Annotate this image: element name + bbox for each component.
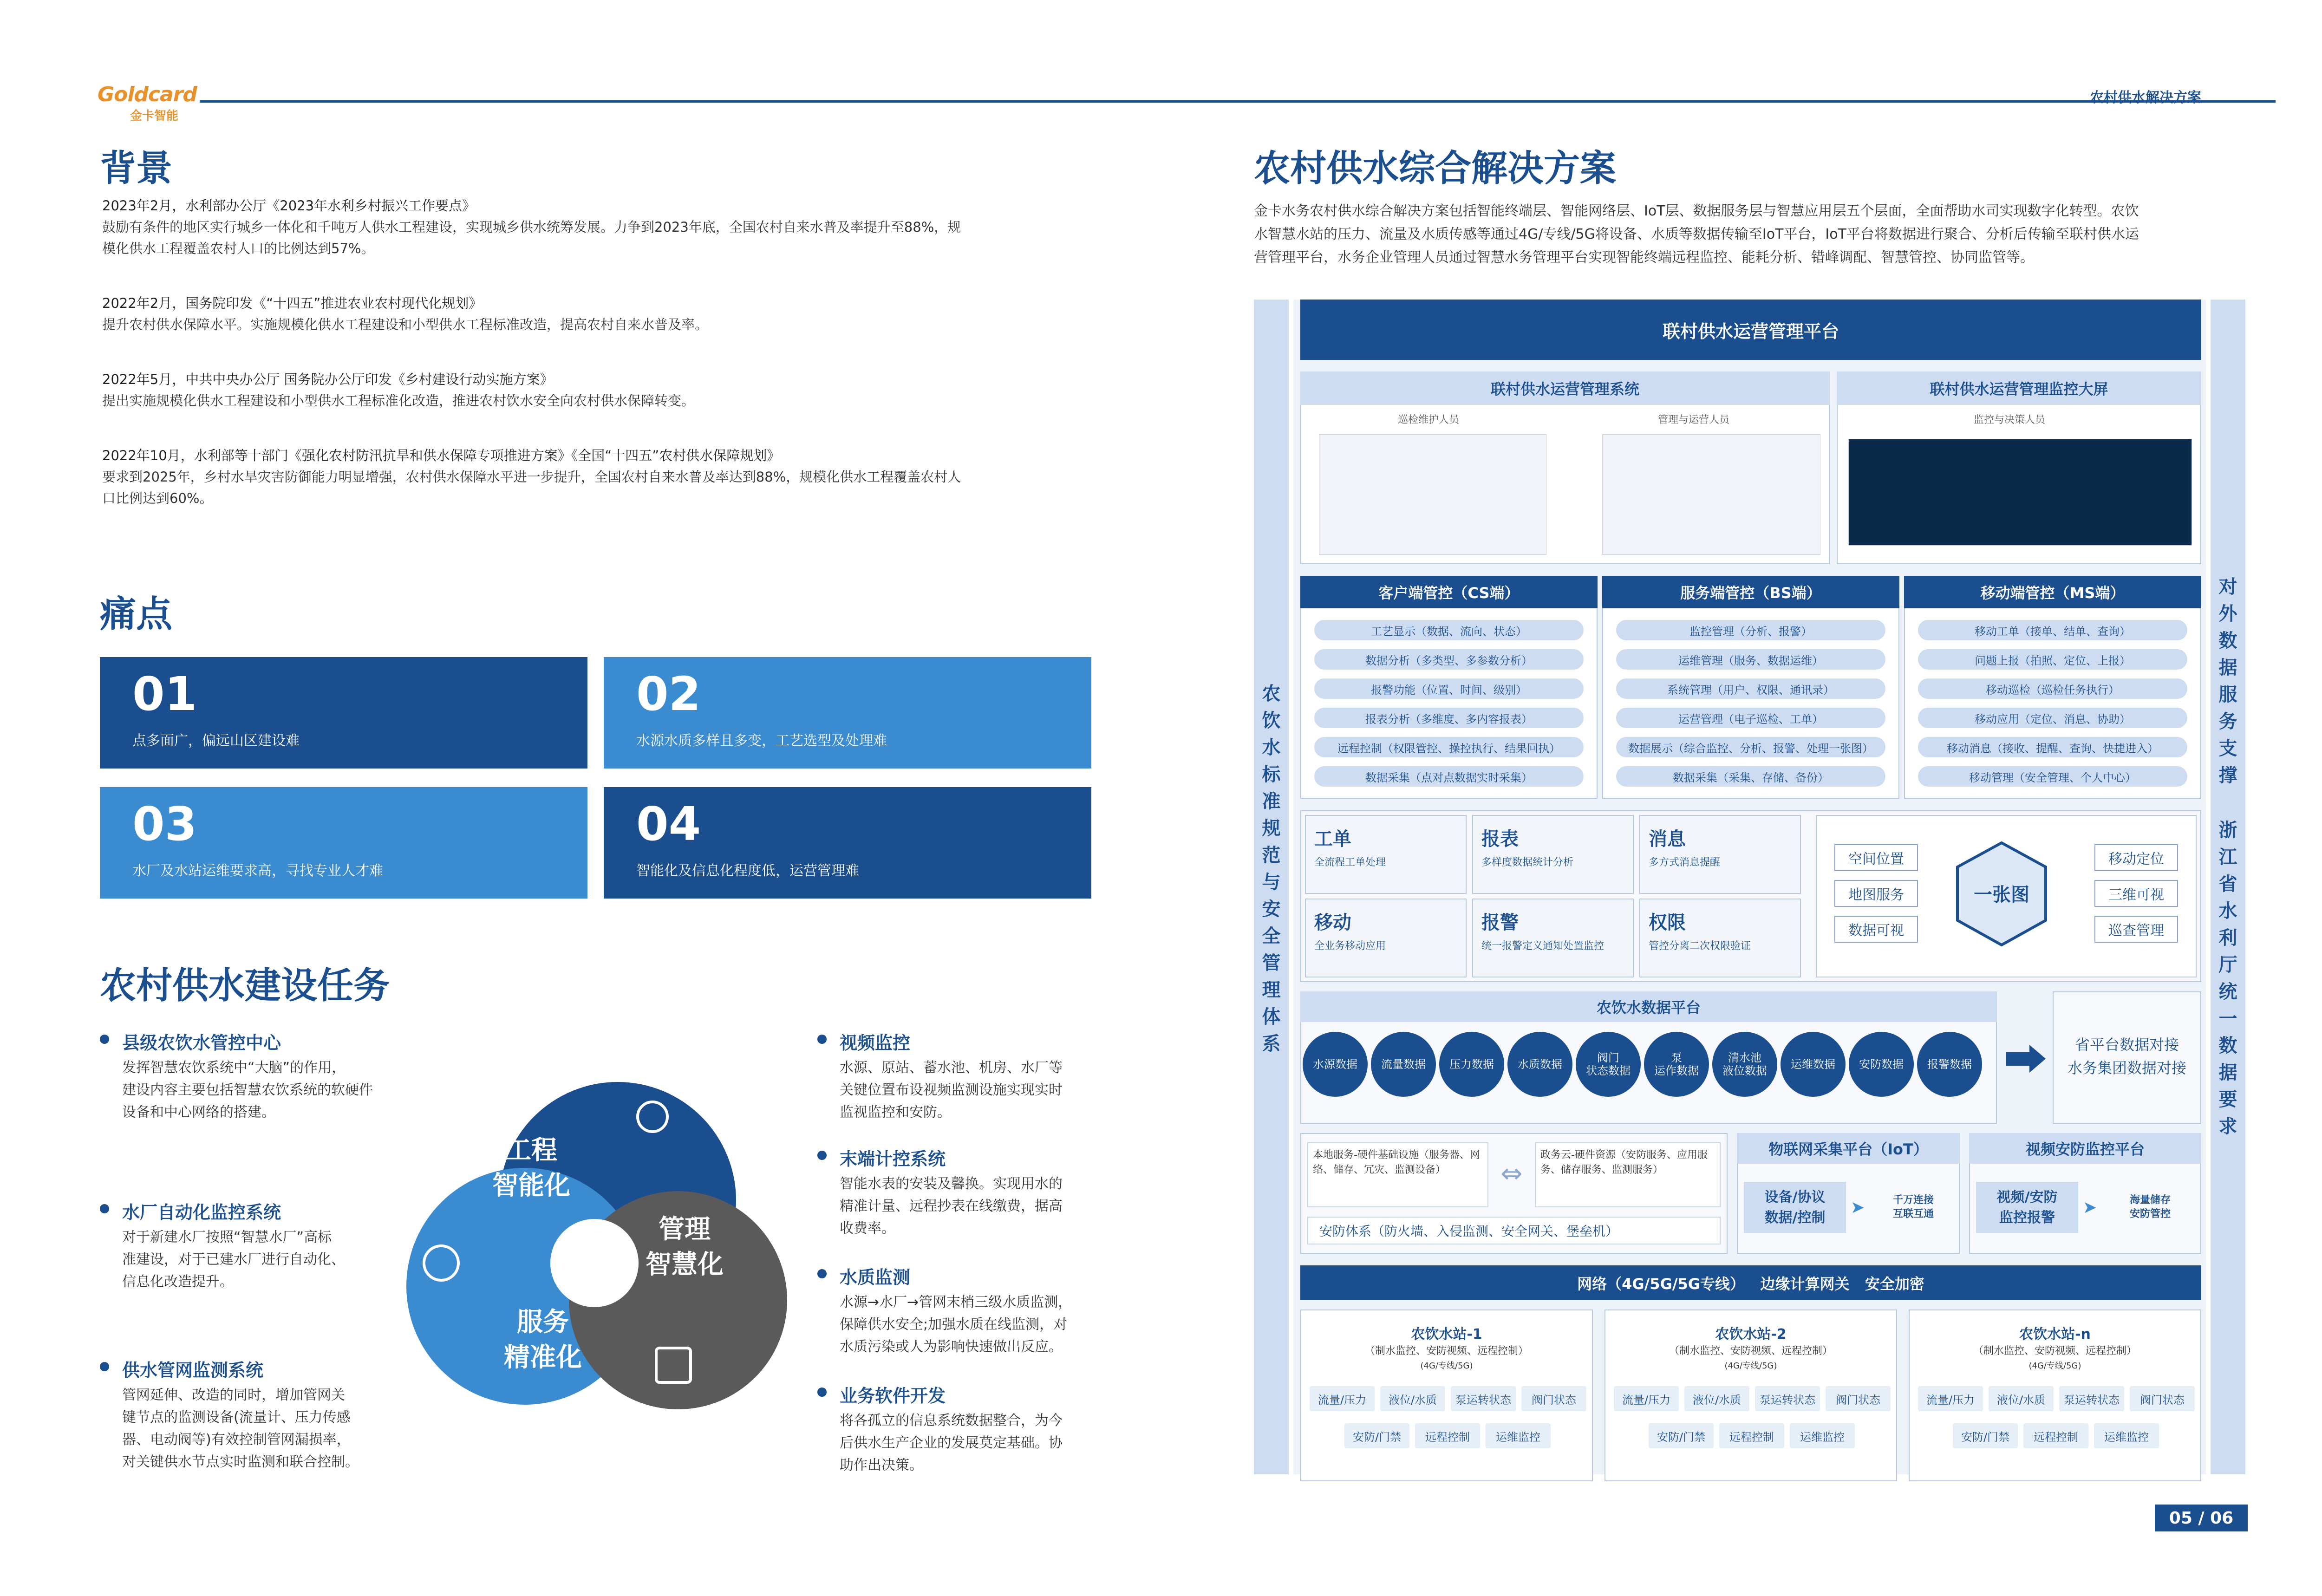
map-right-item: 巡查管理 (2094, 916, 2178, 943)
task-line: 收费率。 (840, 1220, 895, 1237)
bg-item (102, 445, 1115, 509)
video-storage: 海量储存 安防管控 (2129, 1194, 2171, 1220)
bg-item (102, 195, 1115, 259)
dashboard-image (1848, 439, 2192, 546)
goldcard-logo (98, 83, 200, 124)
background-list (102, 195, 1115, 509)
page-number: 05 / 06 (2155, 1505, 2248, 1531)
feature-pill: 问题上报（拍照、定位、上报） (1918, 649, 2187, 670)
province-text (2053, 1033, 2201, 1080)
task-item (817, 1263, 1096, 1358)
map-center: 一张图 (1974, 884, 2029, 905)
data-circle: 水质数据 (1507, 1032, 1572, 1097)
screenshot-image (1319, 434, 1546, 555)
feature-pill: 移动巡检（巡检任务执行） (1918, 678, 2187, 699)
task-body (817, 1291, 1096, 1358)
arrow-right-icon (2006, 1045, 2046, 1073)
task-line: 关键位置布设视频监测设施实现实时 (840, 1082, 1063, 1098)
feature-pill: 远程控制（权限管控、操控执行、结果回执） (1314, 737, 1584, 757)
station-item: 阀门状态 (1826, 1386, 1891, 1411)
pain-card (604, 787, 1091, 899)
arrow-icon: ➤ (1851, 1198, 1865, 1217)
task-line: 设备和中心网络的搭建。 (122, 1104, 275, 1120)
bg-item-line: 提升农村供水保障水平。实施规模化供水工程建设和小型供水工程标准改造，提高农村自来水普及率。 (102, 317, 709, 332)
security-system: 安防体系（防火墙、入侵监测、安全网关、堡垒机） (1307, 1217, 1721, 1244)
arrow-icon: ➤ (2083, 1198, 2097, 1217)
bg-item-head: 2022年2月，国务院印发《“十四五”推进农业农村现代化规划》 (102, 295, 483, 311)
feature-pill: 移动消息（接收、提醒、查询、快捷进入） (1918, 737, 2187, 757)
pain-text: 水源水质多样且多变，工艺选型及处理难 (636, 733, 887, 749)
task-item (817, 1381, 1096, 1477)
lightbulb-icon (636, 1101, 669, 1133)
task-body (817, 1173, 1096, 1240)
pain-num: 04 (636, 797, 701, 851)
pain-num: 01 (132, 667, 197, 721)
station-item: 安防/门禁 (1953, 1423, 2018, 1448)
feature-pill: 报表分析（多维度、多内容报表） (1314, 708, 1584, 728)
bg-item-line: 口比例达到60%。 (102, 490, 213, 506)
task-line: 发挥智慧农饮系统中“大脑”的作用， (122, 1060, 346, 1076)
module-card: 报表 多样度数据统计分析 (1472, 815, 1634, 894)
map-right-item: 移动定位 (2094, 844, 2178, 871)
local-service: 本地服务-硬件基础设施（服务器、网络、储存、冗灾、监测设备） (1307, 1142, 1488, 1207)
station-net: (4G/专线/5G) (1724, 1361, 1777, 1371)
bg-item-head: 2023年2月，水利部办公厅《2023年水利乡村振兴工作要点》 (102, 198, 476, 214)
feature-pill: 数据采集（采集、存储、备份） (1616, 766, 1885, 787)
task-line: 监视监控和安防。 (840, 1104, 951, 1120)
station-item: 远程控制 (1415, 1423, 1480, 1448)
station-title: 农饮水站-2 (1715, 1326, 1787, 1342)
bg-item (102, 293, 1115, 335)
data-circle: 泵 运作数据 (1644, 1032, 1709, 1097)
logo-cn-text: 金卡智能 (130, 109, 179, 123)
top-platform-bar: 联村供水运营管理平台 (1300, 300, 2201, 360)
station-item: 阀门状态 (2130, 1386, 2195, 1411)
cycle-label-service: 服务 精准化 (504, 1307, 582, 1373)
task-line: 器、电动阀等)有效控制管网漏损率， (122, 1432, 351, 1448)
station-net: (4G/专线/5G) (2028, 1361, 2081, 1371)
bs-title: 服务端管控（BS端） (1602, 576, 1899, 608)
station-item: 运维监控 (1790, 1423, 1855, 1448)
task-line: 对于新建水厂按照“智慧水厂”高标 (122, 1229, 332, 1245)
task-line: 管网延伸、改造的同时，增加管网关 (122, 1387, 345, 1403)
data-circle: 报警数据 (1917, 1032, 1982, 1097)
iot-device: 设备/协议 数据/控制 (1744, 1182, 1846, 1233)
province-line: 省平台数据对接 (2074, 1036, 2179, 1054)
cs-title: 客户端管控（CS端） (1300, 576, 1598, 608)
target-icon (423, 1244, 460, 1282)
module-card: 移动 全业务移动应用 (1305, 899, 1467, 977)
solution-title: 农村供水综合解决方案 (1254, 148, 1617, 189)
task-body (817, 1057, 1096, 1124)
right-side-column (2211, 300, 2245, 1474)
task-line: 键节点的监测设备(流量计、压力传感 (122, 1409, 351, 1426)
station-net: (4G/专线/5G) (1420, 1361, 1473, 1371)
bg-item-line: 鼓励有条件的地区实行城乡一体化和千吨万人供水工程建设，实现城乡供水统筹发展。力争到2023年底，全国农村自来水普及率提升至88%，规 (102, 219, 961, 235)
iot-title: 物联网采集平台（IoT） (1737, 1133, 1960, 1164)
province-line: 水务集团数据对接 (2067, 1059, 2186, 1077)
station-item: 安防/门禁 (1344, 1423, 1409, 1448)
data-circle: 流量数据 (1371, 1032, 1436, 1097)
task-head: 水厂自动化监控系统 (100, 1198, 378, 1224)
feature-pill: 数据采集（点对点数据实时采集） (1314, 766, 1584, 787)
feature-pill: 工艺显示（数据、流向、状态） (1314, 620, 1584, 640)
task-item (100, 1198, 378, 1293)
station-item: 泵运转状态 (2059, 1386, 2124, 1411)
right-side-text-1: 对外数据服务支撑 (2218, 576, 2237, 786)
task-line: 建设内容主要包括智慧农饮系统的软硬件 (122, 1082, 373, 1098)
task-line: 助作出决策。 (840, 1457, 923, 1473)
task-item (100, 1356, 378, 1473)
module-card: 工单 全流程工单处理 (1305, 815, 1467, 894)
video-title: 视频安防监控平台 (1969, 1133, 2201, 1164)
task-line: 水源、原站、蓄水池、机房、水厂等 (840, 1060, 1063, 1076)
role-label: 巡检维护人员 (1398, 414, 1460, 426)
feature-pill: 移动工单（接单、结单、查询） (1918, 620, 2187, 640)
data-circle: 阀门 状态数据 (1576, 1032, 1641, 1097)
role-label: 管理与运营人员 (1658, 414, 1730, 426)
screenshot-image (1602, 434, 1820, 555)
background-title: 背景 (100, 148, 173, 189)
station-title: 农饮水站-1 (1411, 1326, 1482, 1342)
data-circle: 清水池 液位数据 (1712, 1032, 1777, 1097)
map-right-item: 三维可视 (2094, 880, 2178, 907)
intro-line: 水智慧水站的压力、流量及水质传感等通过4G/专线/5G将设备、水质等数据传输至IoT平台，IoT平台将数据进行聚合、分析后传输至联村供水运 (1254, 226, 2139, 242)
data-platform-title: 农饮水数据平台 (1300, 991, 1997, 1022)
solution-intro (1254, 200, 2248, 269)
station-item: 液位/水质 (1989, 1386, 2054, 1411)
feature-pill: 数据分析（多类型、多参数分析） (1314, 649, 1584, 670)
tasks-title: 农村供水建设任务 (100, 965, 390, 1007)
feature-pill: 报警功能（位置、时间、级别） (1314, 678, 1584, 699)
pain-num: 03 (132, 797, 197, 851)
station-title: 农饮水站-n (2019, 1326, 2091, 1342)
task-line: 对关键供水节点实时监测和联合控制。 (122, 1454, 359, 1470)
cycle-center (550, 1219, 639, 1307)
task-item (817, 1029, 1096, 1124)
task-line: 水质污染或人为影响快速做出反应。 (840, 1339, 1063, 1355)
pain-card (604, 657, 1091, 769)
station-item: 流量/压力 (1310, 1386, 1375, 1411)
data-circle: 运维数据 (1781, 1032, 1846, 1097)
task-head: 视频监控 (817, 1029, 1096, 1054)
bg-item-head: 2022年5月，中共中央办公厅 国务院办公厅印发《乡村建设行动实施方案》 (102, 371, 554, 387)
task-body (817, 1410, 1096, 1477)
task-line: 水源→水厂→管网末梢三级水质监测， (840, 1294, 1072, 1310)
left-side-text: 农饮水标准规范与安全管理体系 (1262, 683, 1281, 1055)
system-title: 联村供水运营管理系统 (1300, 371, 1830, 405)
task-head: 县级农饮水管控中心 (100, 1029, 378, 1054)
monitor-title: 联村供水运营管理监控大屏 (1837, 371, 2201, 405)
station-item: 安防/门禁 (1649, 1423, 1714, 1448)
station-item: 液位/水质 (1380, 1386, 1445, 1411)
task-head: 业务软件开发 (817, 1381, 1096, 1407)
task-head: 供水管网监测系统 (100, 1356, 378, 1381)
iot-connection: 千万连接 互联互通 (1892, 1194, 1934, 1220)
task-line: 智能水表的安装及馨换。实现用水的 (840, 1176, 1063, 1192)
station-item: 运维监控 (1486, 1423, 1551, 1448)
station-item: 运维监控 (2094, 1423, 2159, 1448)
exchange-arrow-icon: ⇔ (1500, 1159, 1523, 1189)
feature-pill: 监控管理（分析、报警） (1616, 620, 1885, 640)
cycle-label-management: 管理 智慧化 (646, 1214, 724, 1280)
pain-text: 点多面广，偏远山区建设难 (132, 733, 300, 749)
task-body (100, 1384, 378, 1473)
data-circle: 压力数据 (1439, 1032, 1504, 1097)
station-item: 液位/水质 (1684, 1386, 1749, 1411)
task-line: 信息化改造提升。 (122, 1274, 234, 1290)
left-side-column (1254, 300, 1289, 1474)
task-line: 后供水生产企业的发展莫定基础。协 (840, 1435, 1063, 1451)
cycle-diagram (399, 1068, 794, 1421)
pain-text: 智能化及信息化程度低，运营管理难 (636, 863, 859, 879)
bg-item-head: 2022年10月，水利部等十部门《强化农村防汛抗旱和供水保障专项推进方案》《全国“十四五”农村供水保障规划》 (102, 448, 781, 463)
header-rule (200, 100, 2276, 103)
logo-text: Goldcard (98, 83, 197, 106)
station-item: 远程控制 (2023, 1423, 2088, 1448)
network-bar: 网络（4G/5G/5G专线） 边缘计算网关 安全加密 (1300, 1265, 2201, 1300)
bg-item-line: 要求到2025年，乡村水旱灾害防御能力明显增强，农村供水保障水平进一步提升，全国农村自来水普及率达到88%，规模化供水工程覆盖农村人 (102, 469, 961, 485)
task-body (100, 1057, 378, 1124)
map-left-item: 空间位置 (1834, 844, 1918, 871)
task-body (100, 1226, 378, 1293)
feature-pill: 运维管理（服务、数据运维） (1616, 649, 1885, 670)
station-item: 流量/压力 (1918, 1386, 1983, 1411)
ms-title: 移动端管控（MS端） (1904, 576, 2201, 608)
feature-pill: 系统管理（用户、权限、通讯录） (1616, 678, 1885, 699)
pain-num: 02 (636, 667, 701, 721)
video-monitor: 视频/安防 监控报警 (1976, 1182, 2078, 1233)
task-head: 水质监测 (817, 1263, 1096, 1289)
feature-pill: 移动管理（安全管理、个人中心） (1918, 766, 2187, 787)
task-head: 末端计控系统 (817, 1145, 1096, 1170)
feature-pill: 移动应用（定位、消息、协助） (1918, 708, 2187, 728)
task-line: 精准计量、远程抄表在线缴费，据高 (840, 1198, 1063, 1214)
pain-card (100, 787, 587, 899)
intro-line: 金卡水务农村供水综合解决方案包括智能终端层、智能网络层、IoT层、数据服务层与智慧应用层五个层面，全面帮助水司实现数字化转型。农饮 (1254, 203, 2139, 219)
data-circle: 水源数据 (1303, 1032, 1368, 1097)
bg-item (102, 369, 1115, 411)
pain-card (100, 657, 587, 769)
station-sub: （制水监控、安防视频、远程控制） (1364, 1345, 1528, 1357)
module-card: 消息 多方式消息提醒 (1639, 815, 1801, 894)
pain-text: 水厂及水站运维要求高，寻找专业人才难 (132, 863, 383, 879)
cycle-label-engineering: 工程 智能化 (492, 1135, 570, 1201)
task-item (100, 1029, 378, 1124)
right-side-text-2: 浙江省水利厅统一数据要求 (2218, 820, 2237, 1137)
task-item (817, 1145, 1096, 1240)
bg-item-line: 提出实施规模化供水工程建设和小型供水工程标准化改造，推进农村饮水安全向农村供水保障转变。 (102, 393, 695, 409)
feature-pill: 数据展示（综合监控、分析、报警、处理一张图） (1616, 737, 1885, 757)
role-label: 监控与决策人员 (1974, 414, 2046, 426)
bg-item-line: 模化供水工程覆盖农村人口的比例达到57%。 (102, 241, 375, 256)
task-line: 将各孤立的信息系统数据整合，为今 (840, 1413, 1063, 1429)
data-circle: 安防数据 (1849, 1032, 1914, 1097)
header-title: 农村供水解决方案 (2090, 90, 2201, 106)
task-line: 保障供水安全;加强水质在线监测，对 (840, 1316, 1068, 1333)
station-item: 泵运转状态 (1755, 1386, 1820, 1411)
station-item: 流量/压力 (1614, 1386, 1679, 1411)
cloud-service: 政务云-硬件资源（安防服务、应用服务、储存服务、监测服务） (1535, 1142, 1721, 1207)
station-item: 远程控制 (1719, 1423, 1784, 1448)
module-card: 权限 管控分离二次权限验证 (1639, 899, 1801, 977)
feature-pill: 运营管理（电子巡检、工单） (1616, 708, 1885, 728)
intro-line: 营管理平台，水务企业管理人员通过智慧水务管理平台实现智能终端远程监控、能耗分析、错峰调配、智慧管控、协同监管等。 (1254, 249, 2034, 266)
map-left-item: 地图服务 (1834, 880, 1918, 907)
station-item: 阀门状态 (1521, 1386, 1586, 1411)
task-line: 准建设，对于已建水厂进行自动化、 (122, 1251, 345, 1268)
pain-title: 痛点 (100, 593, 173, 635)
station-sub: （制水监控、安防视频、远程控制） (1973, 1345, 2137, 1357)
station-sub: （制水监控、安防视频、远程控制） (1669, 1345, 1833, 1357)
station-item: 泵运转状态 (1451, 1386, 1516, 1411)
chip-icon (655, 1347, 692, 1384)
module-card: 报警 统一报警定义通知处置监控 (1472, 899, 1634, 977)
map-left-item: 数据可视 (1834, 916, 1918, 943)
